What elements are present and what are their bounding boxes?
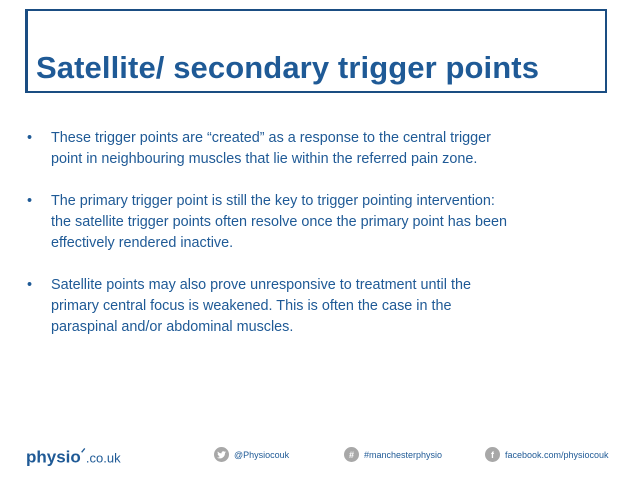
hashtag-link[interactable] [344, 447, 442, 462]
facebook-icon: f [485, 447, 500, 462]
bullet-dot: • [27, 277, 33, 293]
bullet-line: primary central focus is weakened. This is often the case in the [51, 298, 452, 314]
bullet-line: effectively rendered inactive. [51, 235, 234, 251]
slide-title: Satellite/ secondary trigger points [36, 50, 540, 85]
bullet-line: Satellite points may also prove unresponsive to treatment until the [51, 277, 471, 293]
physio-logo [26, 446, 121, 468]
bullet-list [27, 128, 617, 359]
bullet-dot: • [27, 130, 33, 146]
bullet-line: These trigger points are “created” as a response to the central trigger [51, 130, 491, 146]
bullet-line: the satellite trigger points often resolve once the primary point has been [51, 214, 507, 230]
bullet-item [27, 275, 617, 338]
logo-mark-icon: ᐟ [80, 446, 86, 460]
bullet-line: The primary trigger point is still the key to trigger pointing intervention: [51, 193, 495, 209]
hashtag-text: #manchesterphysio [364, 449, 443, 460]
facebook-text: facebook.com/physiocouk [505, 449, 609, 460]
hashtag-icon: # [344, 447, 359, 462]
bullet-item [27, 191, 617, 254]
bullet-line: point in neighbouring muscles that lie within the referred pain zone. [51, 151, 478, 167]
footer-bar [0, 442, 638, 470]
twitter-icon [214, 447, 229, 462]
twitter-link[interactable] [214, 447, 289, 462]
logo-tld: .co.uk [85, 450, 121, 466]
bullet-line: paraspinal and/or abdominal muscles. [51, 319, 294, 335]
bullet-dot: • [27, 193, 33, 209]
logo-brand: physio [26, 447, 81, 467]
bullet-item [27, 128, 617, 170]
twitter-handle: @Physiocouk [234, 449, 290, 460]
facebook-link[interactable] [485, 447, 609, 462]
